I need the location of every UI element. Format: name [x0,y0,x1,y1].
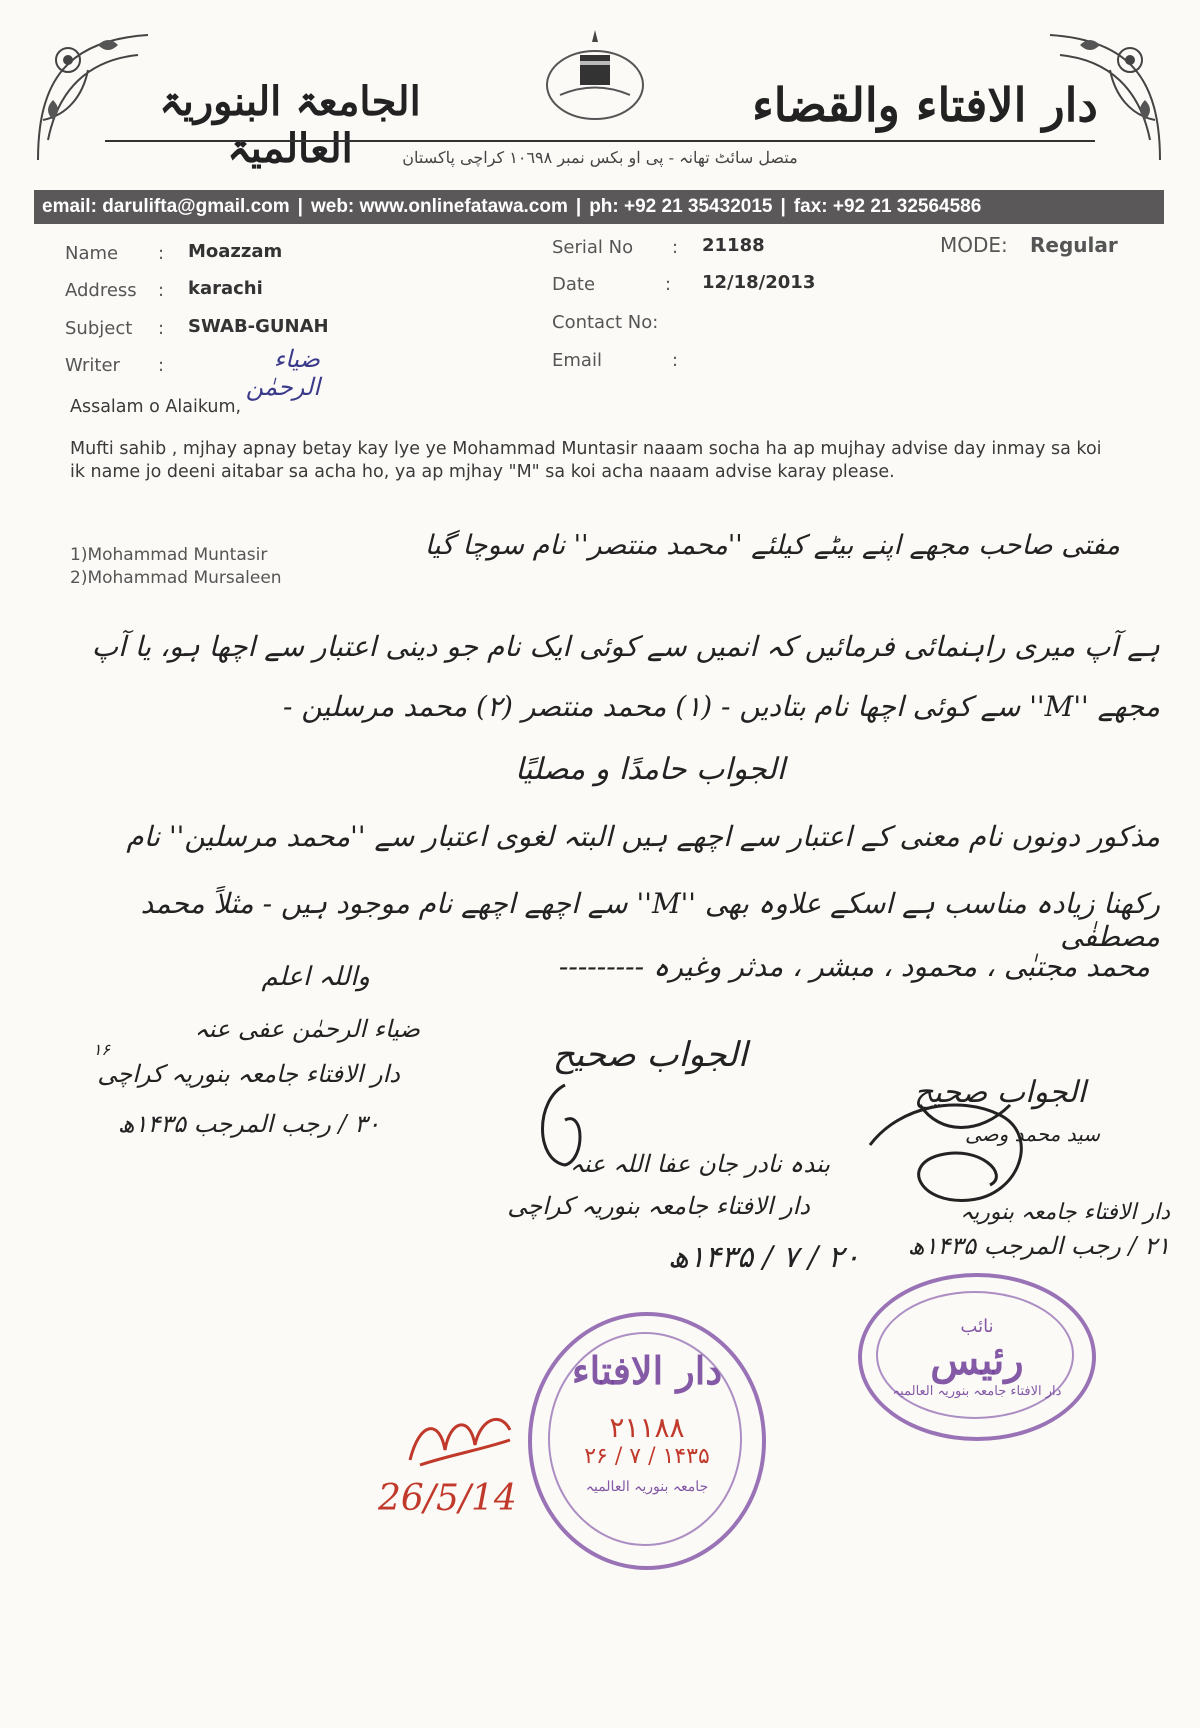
stamp-ring-text: دار الافتاء جامعہ بنوریہ العالمیہ [892,1383,1062,1399]
wallahu-alam: واللہ اعلم [261,962,370,992]
institution-address: متصل سائٹ تھانہ - پی او بکس نمبر ١٠٦٩٨ کراچی پاکستان [402,148,798,167]
institution-title-right: دار الافتاء والقضاء [752,78,1098,132]
writer-signature-date: ۳۰ / رجب المرجب ۱۴۳۵ھ [117,1110,380,1138]
writer-signature-number: ۱۶ [92,1040,110,1059]
handwritten-line-5: رکھنا زیادہ مناسب ہے اسکے علاوہ بھی ''M'' سے اچھے اچھے نام موجود ہیں - مثلاً محمد مصطفٰی [140,887,1160,953]
separator: | [297,196,303,217]
red-handwritten-date: 26/5/14 [378,1478,517,1519]
verifier-2-date: ۲۱ / رجب المرجب ۱۴۳۵ھ [907,1232,1170,1260]
verifier-1-date: ۲۰ / ۷ / ۱۴۳۵ھ [667,1240,860,1275]
writer-value: ضیاء الرحمٰن [245,345,320,401]
date-label: Date [552,274,596,295]
colon: : [158,355,165,376]
letterhead-rule [105,140,1095,142]
writer-signature-name: ضیاء الرحمٰن عفی عنہ [194,1015,420,1043]
colon: : [158,318,165,339]
stamp-title: دار الافتاء [571,1347,723,1393]
verifier-1-institution: دار الافتاء جامعہ بنوریہ کراچی [507,1192,810,1220]
colon: : [158,243,165,264]
colon: : [672,350,679,371]
serial-value: 21188 [702,235,765,256]
stamp-serial: ۲۱۱۸۸ [609,1410,685,1444]
contact-email: email: darulifta@gmail.com [42,196,290,217]
kaaba-emblem-icon [540,25,650,125]
address-label: Address [65,280,137,301]
verifier-1-heading: الجواب صحیح [552,1035,748,1075]
naib-raees-stamp [858,1273,1096,1441]
name-label: Name [65,243,119,264]
verifier-2-heading: الجواب صحیح [914,1075,1086,1110]
contact-web: web: www.onlinefatawa.com [310,196,568,217]
date-value: 12/18/2013 [702,272,816,293]
colon: : [665,274,672,295]
separator: | [575,196,582,217]
serial-label: Serial No [552,237,634,258]
email-label: Email [552,350,602,371]
mode-value: Regular [1030,233,1118,257]
handwritten-line-3: مجھے ''M'' سے کوئی اچھا نام بتادیں - (۱) محمد منتصر (۲) محمد مرسلین - [283,690,1160,723]
answer-heading: الجواب حامدًا و مصلیًا [514,752,786,787]
contact-fax: fax: +92 21 32564586 [793,196,982,217]
mode-label: MODE: [940,233,1008,257]
handwritten-line-2: ہے آپ میری راہنمائی فرمائیں کہ انمیں سے کوئی ایک نام جو دینی اعتبار سے اچھا ہو، یا آپ [91,630,1160,663]
colon: : [158,280,165,301]
option-1: 1)Mohammad Muntasir [70,545,268,565]
handwritten-line-1: مفتی صاحب مجھے اپنے بیٹے کیلئے ''محمد منتصر'' نام سوچا گیا [424,530,1120,561]
colon: : [672,237,679,258]
stamp-date: ۱۴۳۵ / ۷ / ۲۶ [584,1443,710,1469]
name-value: Moazzam [188,241,283,262]
contact-phone: ph: +92 21 35432015 [589,196,773,217]
darul-ifta-stamp [528,1312,766,1570]
option-2: 2)Mohammad Mursaleen [70,568,282,588]
separator: | [780,196,786,217]
subject-label: Subject [65,318,133,339]
verifier-2-name: سید محمد وصی [965,1122,1100,1146]
verifier-1-name: بندہ نادر جان عفا اللہ عنہ [569,1150,830,1178]
writer-signature-institution: دار الافتاء جامعہ بنوریہ کراچی [97,1060,400,1088]
greeting: Assalam o Alaikum, [70,397,242,417]
verifier-2-signature-icon [860,1085,1060,1215]
stamp-title: رئیس [930,1336,1024,1384]
writer-label: Writer [65,355,120,376]
contact-no-label: Contact No: [552,312,659,333]
red-signature-icon [400,1400,520,1480]
contact-bar [34,190,1164,224]
handwritten-line-4: مذکور دونوں نام معنی کے اعتبار سے اچھے ہیں البتہ لغوی اعتبار سے ''محمد مرسلین'' نام [126,820,1160,853]
address-value: karachi [188,278,263,299]
subject-value: SWAB-GUNAH [188,316,329,337]
handwritten-line-6: محمد مجتبٰی ، محمود ، مبشر ، مدثر وغیرہ --------- [558,950,1150,983]
verifier-2-institution: دار الافتاء جامعہ بنوریہ [960,1200,1170,1225]
stamp-ring-text: جامعہ بنوریہ العالمیہ [585,1478,709,1495]
question-body: Mufti sahib , mjhay apnay betay kay lye ye Mohammad Muntasir naaam socha ha ap mujhay advise day inmay sa koi ik name jo deeni aitabar sa acha ho, ya ap mjhay "M" sa koi acha naaam advise karay please. [70,439,1102,482]
institution-title-left: الجامعۃ البنوریۃ العالمیۃ [159,78,421,172]
stamp-top-text: نائب [960,1315,994,1337]
